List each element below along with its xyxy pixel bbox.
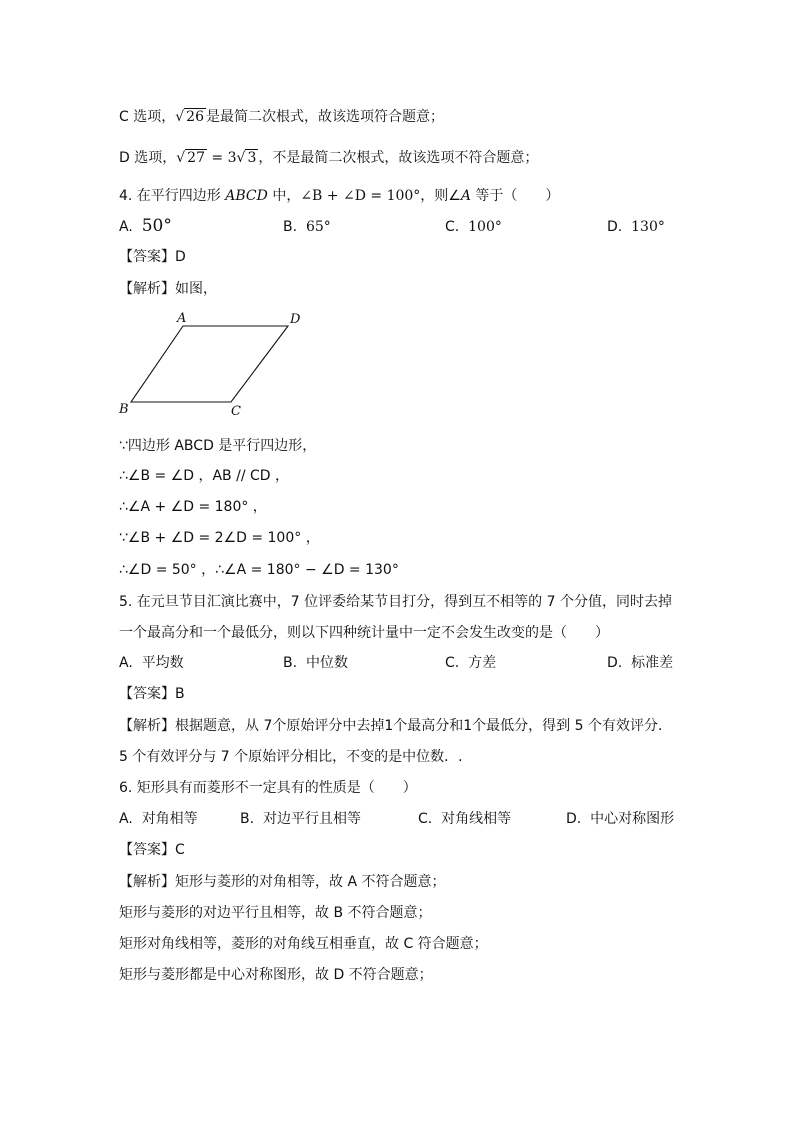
option-value: 130° <box>631 219 665 235</box>
q5-analysis-line-1 <box>119 716 672 736</box>
q6-option-b <box>240 809 361 829</box>
q4-step: ∴∠B = ∠D ，AB // CD ， <box>119 468 289 484</box>
parallelogram-shape <box>131 326 288 402</box>
q4-option-a <box>119 216 172 237</box>
q6-option-a <box>119 809 198 829</box>
option-label: C. <box>445 219 460 235</box>
option-value: 100° <box>468 219 502 235</box>
q5-analysis-line-2: 5 个有效评分与 7 个原始评分相比，不变的是中位数．. <box>119 749 463 765</box>
q6-option-d <box>566 809 674 829</box>
option-label: D. <box>566 811 582 827</box>
q4-step: ∵∠B + ∠D = 2∠D = 100° ， <box>119 530 320 546</box>
q4-stem-end: 等于（ ） <box>470 188 560 204</box>
option-label: D. <box>607 655 623 671</box>
option-value: 对角相等 <box>141 811 198 827</box>
analysis-tag: 【解析】 <box>119 281 175 297</box>
vertex-label-c: C <box>231 404 241 419</box>
option-label: C. <box>445 655 460 671</box>
option-value: 对角线相等 <box>441 811 512 827</box>
q4-step: ∵四边形 ABCD 是平行四边形， <box>119 438 317 454</box>
question-5-stem-line-1: 5. 在元旦节目汇演比赛中，7 位评委给某节目打分，得到互不相等的 7 个分值，同时去掉 <box>119 594 672 610</box>
radicand-3: 3 <box>247 150 257 166</box>
q4-stem-tail: ，则∠ <box>420 188 461 204</box>
q4-step: ∴∠A + ∠D = 180° ， <box>119 499 267 515</box>
q4-answer <box>119 247 186 267</box>
line-c-suffix: 是最简二次根式，故该选项符合题意； <box>205 109 444 125</box>
option-value: 50° <box>141 216 172 236</box>
q4-option-b <box>283 217 331 237</box>
q6-option-c <box>418 809 511 829</box>
q4-shape-name: ABCD <box>225 188 268 204</box>
q4-stem-mid: 中， <box>267 188 301 204</box>
q4-option-c <box>445 217 502 237</box>
option-label: B. <box>283 219 298 235</box>
answer-value: D <box>175 249 186 265</box>
q6-analysis-line-2: 矩形与菱形的对边平行且相等，故 B 不符合题意； <box>119 905 432 921</box>
question-5-stem-line-2: 一个最高分和一个最低分，则以下四种统计量中一定不会发生改变的是（ ） <box>119 625 609 641</box>
vertex-label-a: A <box>177 311 187 326</box>
line-c-prefix: C 选项， <box>119 109 176 125</box>
q4-stem-prefix: 4. 在平行四边形 <box>119 188 226 204</box>
question-6-stem: 6. 矩形具有而菱形不一定具有的性质是（ ） <box>119 780 417 796</box>
radical-sign-icon: √ <box>236 150 246 166</box>
option-label: B. <box>240 811 255 827</box>
question-4-stem <box>119 186 559 206</box>
vertex-label-b: B <box>119 402 129 417</box>
option-c-analysis-line <box>119 107 444 127</box>
answer-value: B <box>175 686 185 702</box>
option-value: 对边平行且相等 <box>262 811 361 827</box>
q6-analysis-line-3: 矩形对角线相等，菱形的对角线互相垂直，故 C 符合题意； <box>119 936 488 952</box>
radicand-26: 26 <box>186 109 204 125</box>
option-value: 平均数 <box>141 655 184 671</box>
answer-tag: 【答案】 <box>119 686 175 702</box>
q6-answer <box>119 840 185 860</box>
q4-variable: A <box>460 188 471 204</box>
option-value: 方差 <box>468 655 497 671</box>
answer-tag: 【答案】 <box>119 842 175 858</box>
q6-analysis-line-1 <box>119 872 445 892</box>
option-label: A. <box>119 811 133 827</box>
analysis-tag: 【解析】 <box>119 718 175 734</box>
q5-option-a <box>119 653 184 673</box>
analysis-text: 矩形与菱形的对角相等，故 A 不符合题意； <box>175 874 446 890</box>
q4-option-d <box>607 217 665 237</box>
answer-tag: 【答案】 <box>119 249 175 265</box>
q5-option-d <box>607 653 673 673</box>
q4-analysis-intro <box>119 279 217 299</box>
q4-step: ∴∠D = 50° ，∴∠A = 180° − ∠D = 130° <box>119 562 399 578</box>
line-d-prefix: D 选项， <box>119 150 177 166</box>
option-value: 65° <box>305 219 331 235</box>
q4-condition: ∠B + ∠D = 100° <box>300 188 421 204</box>
q5-option-b <box>283 653 348 673</box>
q6-analysis-line-4: 矩形与菱形都是中心对称图形，故 D 不符合题意； <box>119 967 433 983</box>
option-d-analysis-line <box>119 148 538 168</box>
option-label: D. <box>607 219 623 235</box>
option-label: C. <box>418 811 433 827</box>
option-value: 中心对称图形 <box>590 811 675 827</box>
option-label: B. <box>283 655 298 671</box>
analysis-text: 根据题意，从 7个原始评分中去掉1个最高分和1个最低分，得到 5 个有效评分． <box>175 718 672 734</box>
radical-sign-icon: √ <box>176 150 186 166</box>
option-value: 标准差 <box>631 655 674 671</box>
option-label: A. <box>119 655 133 671</box>
line-d-suffix: ，不是最简二次根式，故该选项不符合题意； <box>258 150 539 166</box>
vertex-label-d: D <box>290 312 301 327</box>
analysis-tag: 【解析】 <box>119 874 175 890</box>
option-value: 中位数 <box>305 655 348 671</box>
radical-sign-icon: √ <box>175 109 185 125</box>
answer-value: C <box>175 842 185 858</box>
radicand-27: 27 <box>187 150 205 166</box>
parallelogram-figure <box>110 306 310 422</box>
q5-answer <box>119 684 185 704</box>
option-label: A. <box>119 219 133 235</box>
equals-three: = 3 <box>206 150 237 166</box>
analysis-intro: 如图， <box>175 281 217 297</box>
q5-option-c <box>445 653 496 673</box>
